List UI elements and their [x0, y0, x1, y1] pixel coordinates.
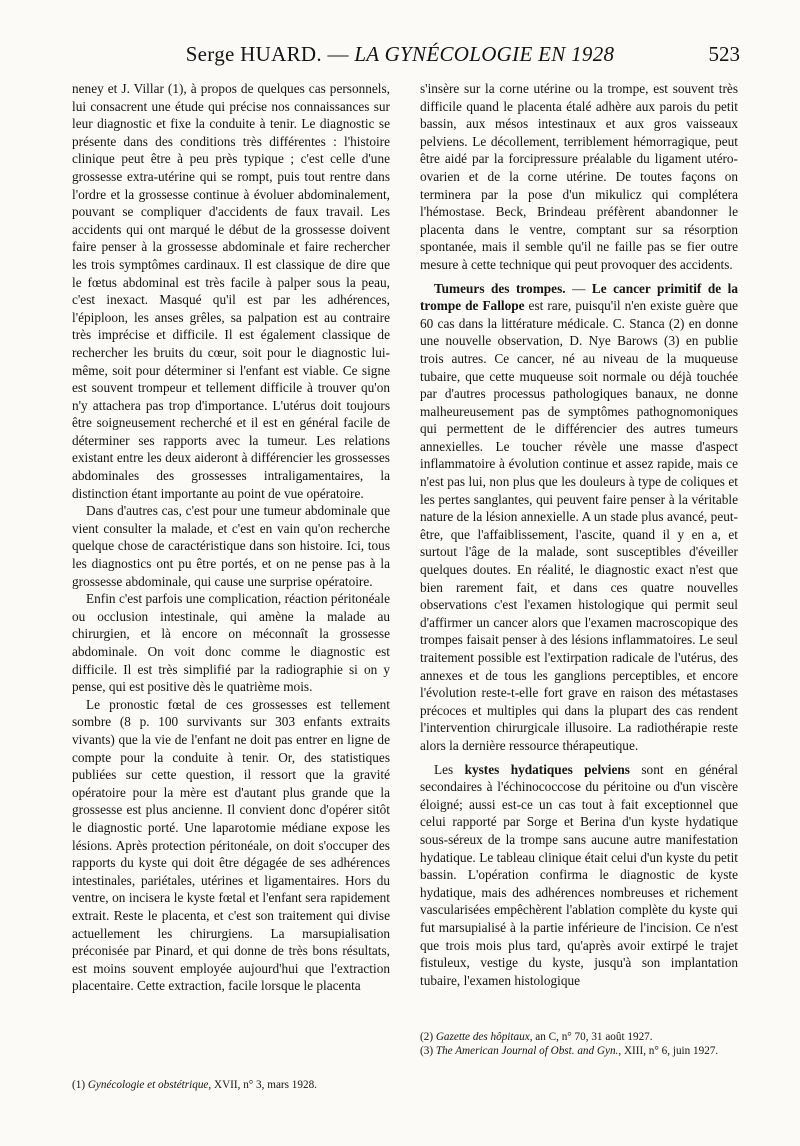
- paragraph: Dans d'autres cas, c'est pour une tumeur abdominale que vient consulter la malade, et c'est en vain qu'on recherche quelque chose de caractéristique dans son histoire. Ici, tous les diagnostics ont pu être portés, et on ne pense pas à la grossesse abdominale, qui cause une surprise opératoire.: [72, 503, 390, 589]
- right-column: [420, 80, 738, 989]
- footnote-number: (3): [420, 1045, 436, 1057]
- section-bold-term: kystes hydatiques pelviens: [464, 761, 630, 777]
- footnote-number: (1): [72, 1079, 88, 1091]
- page-number: 523: [708, 42, 740, 66]
- section-tumeurs-trompes: Tumeurs des trompes. — Le cancer primitif de la trompe de Fallope est rare, puisqu'il n'en existe guère que 60 cas dans la littérature médicale. C. Stanca (2) en donne une nouvelle observation, D. Nye Barows (3) en publie trois autres. Ce cancer, né au niveau de la muqueuse tubaire, que cette muqueuse soit normale ou déjà touchée par d'autres processus pathologiques banaux, ne donne malheureusement pas de symptômes pathognomoniques qui permettent de le différencier des autres tumeurs annexielles. Le toucher révèle une masse d'aspect inflammatoire à évolution continue et assez rapide, mais ce n'est pas lui, non plus que les douleurs à type de coliques et les pertes sanglantes, qui peuvent faire penser à la véritable nature de la lésion annexielle. A un stade plus avancé, peut-être, que l'affaiblissement, l'ascite, quand il y en a, et surtout l'âge de la malade, sont susceptibles d'éveiller quelques doutes. En réalité, le diagnostic exact n'est que bien rarement fait, et dans ces quatre nouvelles observations c'est l'examen histologique qui permit seul d'affirmer un cancer alors que l'examen macroscopique des trompes faisait penser à des lésions inflammatoires. Le seul traitement possible est l'extirpation radicale de l'utérus, des annexes et de tous les ganglions perceptibles, et encore l'évolution reste-t-elle fort grave en raison des métastases précoces et multiples qui dans la plupart des cas rendent l'intervention chirurgicale illusoire. La radiothérapie reste alors la dernière ressource thérapeutique.: [420, 280, 738, 753]
- footnote-source: Gazette des hôpitaux: [435, 1031, 530, 1043]
- header-author: Serge HUARD.: [185, 42, 322, 66]
- footnote-ref: , an C, n° 70, 31 août 1927.: [529, 1031, 653, 1043]
- section-text: sont en général secondaires à l'échinococcose du péritoine ou d'un viscère éloigné; aussi est-ce un cas tout à fait exceptionnel que celui rapporté par Sorge et Berina d'un kyste hydatique sous-séreux de la trompe sans aucune autre manifestation hydatique. Le tableau clinique était celui d'un kyste du petit bassin. L'opération confirma le diagnostic de kyste hydatique, mais des adhérences nombreuses et richement vascularisées empêchèrent l'ablation complète du kyste qui fut marsupialisé à la partie inférieure de l'incision. Ce n'est que trois mois plus tard, qu'après avoir extirpé le trajet fistuleux, vestige du kyste, jusqu'à son implantation tubaire, l'examen histologique: [420, 761, 738, 988]
- paragraph: Enfin c'est parfois une complication, réaction péritonéale ou occlusion intestinale, qui amène la malade au chirurgien, et là encore on méconnaît la grossesse abdominale. On voit donc comme le diagnostic est difficile. Il est très simplifié par la radiographie si on y pense, qui est positive dès le quatrième mois.: [72, 591, 390, 695]
- header-work-title: LA GYNÉCOLOGIE EN 1928: [354, 42, 615, 66]
- footnote: [72, 1078, 390, 1092]
- footnotes-left: [72, 1078, 390, 1092]
- section-lead: Les: [434, 761, 465, 777]
- footnote: [420, 1030, 738, 1044]
- footnotes-right: [420, 1030, 738, 1058]
- paragraph: neney et J. Villar (1), à propos de quelques cas personnels, lui consacrent une étude qui précise nos connaissances sur leur diagnostic et fixe la conduite à tenir. Le diagnostic se présente dans des conditions très différentes : l'histoire clinique peut être à peu près typique ; c'est celle d'une grossesse extra-utérine qui se rompt, puis tout rentre dans l'ordre et la grossesse continue à évoluer abdominalement, pouvant se compliquer d'accidents de faux travail. Les accidents qui ont marqué le début de la grossesse doivent faire penser à la grossesse abdominale et faire rechercher les trois symptômes cardinaux. Il est classique de dire que le fœtus abdominal est très facile à palper sous la peau, c'est inexact. Masqué qu'il est par les adhérences, l'épiploon, les anses grêles, sa palpation est au contraire très imprécise et difficile. Il est également classique de rechercher les bruits du cœur, soit pour le diagnostic lui-même, soit pour déterminer si l'enfant est viable. Ce signe est souvent trompeur et tellement difficile à trouver qu'on n'y attachera pas trop d'importance. L'utérus doit toujours être soigneusement recherché et il est en général facile de déterminer ses rapports avec la tumeur. Les relations existant entre les deux aideront à différencier les grossesses abdominales des grossesses intraligamentaires, la distinction étant importante au point de vue opératoire.: [72, 81, 390, 501]
- section-bold-term: Le cancer primitif de la trompe de Fallope: [420, 280, 738, 314]
- paragraph: Le pronostic fœtal de ces grossesses est tellement sombre (8 p. 100 survivants sur 303 enfants extraits vivants) que la vie de l'enfant ne doit pas entrer en ligne de compte pour la conduite à tenir. Or, des statistiques publiées sur cette question, il ressort que la gravité opératoire pour la mère est d'autant plus grande que la grossesse est plus ancienne. Il convient donc d'opérer sitôt le diagnostic porté. Une laparotomie médiane expose les lésions. Après protection péritonéale, on doit s'occuper des rapports du kyste qui doit être dégagée de ses adhérences intestinales, pariétales, utérines et ligamentaires. Hors du ventre, on incisera le kyste fœtal et l'enfant sera rapidement extrait. Reste le placenta, et c'est son traitement qui divise actuellement les chirurgiens. La marsupialisation préconisée par Pinard, et qui donne de très bons résultats, est moins souvent employée aujourd'hui que l'extraction placentaire. Cette extraction, facile lorsque le placenta: [72, 696, 390, 994]
- footnote: [420, 1044, 738, 1058]
- running-title: [186, 42, 615, 67]
- section-lead: Tumeurs des trompes.: [434, 280, 566, 296]
- footnote-number: (2): [420, 1031, 436, 1043]
- footnote-ref: , XIII, n° 6, juin 1927.: [618, 1045, 719, 1057]
- header-dash: —: [321, 42, 355, 66]
- section-text: est rare, puisqu'il n'en existe guère que 60 cas dans la littérature médicale. C. Stanca (2) en donne une nouvelle observation, D. Nye Barows (3) en publie trois autres. Ce cancer, né au niveau de la muqueuse tubaire, que cette muqueuse soit normale ou déjà touchée par d'autres processus pathologiques banaux, ne donne malheureusement pas de symptômes pathognomoniques qui permettent de le différencier des autres tumeurs annexielles. Le toucher révèle une masse d'aspect inflammatoire à évolution continue et assez rapide, mais ce n'est pas lui, non plus que les douleurs à type de coliques et les pertes sanglantes, qui peuvent faire penser à la véritable nature de la lésion annexielle. A un stade plus avancé, peut-être, que l'affaiblissement, l'ascite, quand il y en a, et surtout l'âge de la malade, sont susceptibles d'éveiller quelques doutes. En réalité, le diagnostic exact n'est que bien rarement fait, et dans ces quatre nouvelles observations c'est l'examen histologique qui permit seul d'affirmer un cancer alors que l'examen macroscopique des trompes faisait penser à des lésions inflammatoires. Le seul traitement possible est l'extirpation radicale de l'utérus, des annexes et de tous les ganglions perceptibles, et encore l'évolution reste-t-elle fort grave en raison des métastases précoces et multiples qui dans la plupart des cas rendent l'intervention chirurgicale illusoire. La radiothérapie reste alors la dernière ressource thérapeutique.: [420, 298, 738, 753]
- footnote-source: Gynécologie et obstétrique: [87, 1079, 209, 1091]
- running-header: [60, 42, 740, 72]
- footnote-source: The American Journal of Obst. and Gyn.: [435, 1045, 619, 1057]
- section-kystes-hydatiques: [420, 761, 738, 990]
- footnote-ref: , XVII, n° 3, mars 1928.: [208, 1079, 317, 1091]
- left-column: [72, 80, 390, 995]
- paragraph: s'insère sur la corne utérine ou la trompe, est souvent très difficile quand le placenta étalé adhère aux parois du petit bassin, aux mésos intestinaux et aux gros vaisseaux pelviens. Le décollement, terriblement hémorragique, peut être aidé par la forcipressure préalable du ligament utéro-ovarien et de la corne utérine. De toutes façons on terminera par la pose d'un mikulicz qui complétera l'hémostase. Beck, Brindeau préfèrent abandonner le placenta dans le ventre, comptant sur sa résorption spontanée, mais il semble qu'il ne faille pas se fier outre mesure à cette technique qui peut provoquer des accidents.: [420, 81, 738, 272]
